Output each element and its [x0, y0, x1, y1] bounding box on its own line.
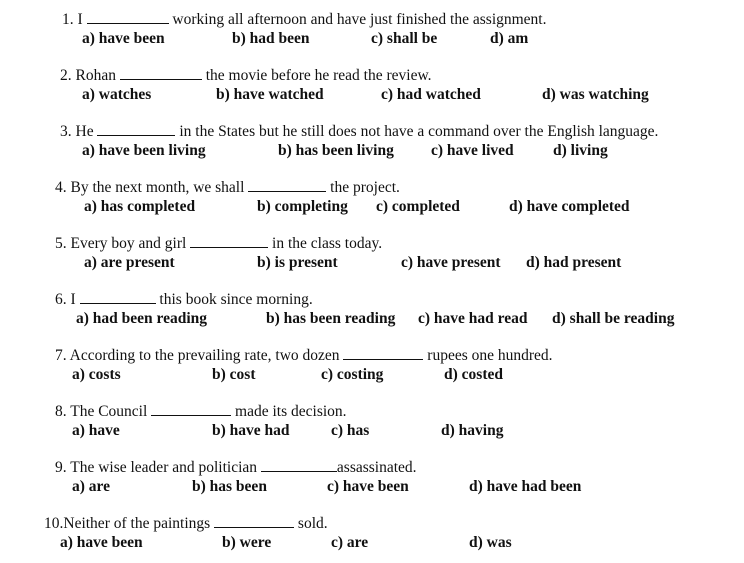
stem-after: rupees one hundred. [427, 347, 553, 364]
stem-before: According to the prevailing rate, two dozen [69, 347, 340, 364]
question-stem [44, 513, 328, 534]
stem-after: in the class today. [272, 235, 383, 252]
question-stem [55, 233, 382, 254]
option-c[interactable]: c) have present [401, 254, 501, 271]
option-d[interactable]: d) having [441, 422, 504, 439]
answer-blank[interactable] [87, 9, 169, 24]
option-d[interactable]: d) costed [444, 366, 503, 383]
stem-after: assassinated. [336, 459, 417, 476]
option-c[interactable]: c) have lived [431, 142, 514, 159]
answer-blank[interactable] [343, 345, 423, 360]
option-b[interactable]: b) has been reading [266, 310, 396, 327]
option-a[interactable]: a) had been reading [76, 310, 208, 327]
stem-before: Rohan [75, 67, 116, 84]
option-b[interactable]: b) has been [192, 478, 267, 495]
question-number: 1. [62, 11, 74, 28]
question-stem [62, 9, 547, 30]
stem-before: He [75, 123, 94, 140]
stem-after: in the States but he still does not have a command over the English language. [179, 123, 659, 140]
question-number: 8. [55, 403, 67, 420]
question-stem [55, 177, 400, 198]
stem-after: sold. [297, 515, 328, 532]
option-d[interactable]: d) living [553, 142, 608, 159]
question-5 [0, 233, 744, 279]
stem-before: Every boy and girl [70, 235, 187, 252]
question-4 [0, 177, 744, 223]
question-stem [55, 289, 313, 310]
option-a[interactable]: a) watches [82, 86, 152, 103]
option-b[interactable]: b) have had [212, 422, 290, 439]
option-a[interactable]: a) costs [72, 366, 121, 383]
question-number: 2. [60, 67, 72, 84]
question-6 [0, 289, 744, 335]
answer-blank[interactable] [214, 513, 294, 528]
question-number: 10. [44, 515, 64, 532]
answer-blank[interactable] [97, 121, 175, 136]
answer-blank[interactable] [120, 65, 202, 80]
question-3 [0, 121, 744, 167]
option-a[interactable]: a) has completed [84, 198, 196, 215]
stem-before: I [70, 291, 76, 308]
answer-blank[interactable] [248, 177, 326, 192]
option-d[interactable]: d) was [469, 534, 512, 551]
option-b[interactable]: b) completing [257, 198, 348, 215]
option-d[interactable]: d) have completed [509, 198, 630, 215]
question-2 [0, 65, 744, 111]
question-number: 7. [55, 347, 67, 364]
question-number: 4. [55, 179, 67, 196]
option-c[interactable]: c) shall be [371, 30, 438, 47]
option-c[interactable]: c) has [331, 422, 370, 439]
stem-after: this book since morning. [159, 291, 313, 308]
option-b[interactable]: b) were [222, 534, 272, 551]
question-stem [55, 457, 417, 478]
question-9 [0, 457, 744, 503]
option-a[interactable]: a) have been living [82, 142, 206, 159]
option-b[interactable]: b) have watched [216, 86, 324, 103]
question-8 [0, 401, 744, 447]
stem-after: made its decision. [235, 403, 347, 420]
stem-after: working all afternoon and have just finished the assignment. [172, 11, 547, 28]
stem-before: By the next month, we shall [70, 179, 245, 196]
question-number: 6. [55, 291, 67, 308]
question-10 [0, 513, 744, 559]
question-1 [0, 9, 744, 55]
option-a[interactable]: a) have [72, 422, 120, 439]
option-a[interactable]: a) have been [60, 534, 143, 551]
option-d[interactable]: d) had present [526, 254, 622, 271]
question-stem [55, 345, 553, 366]
option-d[interactable]: d) was watching [542, 86, 649, 103]
option-a[interactable]: a) are [72, 478, 111, 495]
question-number: 3. [60, 123, 72, 140]
option-b[interactable]: b) has been living [278, 142, 394, 159]
question-stem [55, 401, 347, 422]
option-c[interactable]: c) are [331, 534, 369, 551]
option-c[interactable]: c) completed [376, 198, 460, 215]
answer-blank[interactable] [151, 401, 231, 416]
stem-after: the project. [330, 179, 400, 196]
option-b[interactable]: b) had been [232, 30, 310, 47]
stem-before: The Council [70, 403, 148, 420]
question-stem [60, 121, 658, 142]
stem-before: Neither of the paintings [63, 515, 211, 532]
option-b[interactable]: b) cost [212, 366, 256, 383]
option-b[interactable]: b) is present [257, 254, 338, 271]
option-a[interactable]: a) have been [82, 30, 165, 47]
answer-blank[interactable] [261, 457, 337, 472]
stem-before: I [77, 11, 83, 28]
answer-blank[interactable] [190, 233, 268, 248]
question-stem [60, 65, 432, 86]
stem-before: The wise leader and politician [70, 459, 258, 476]
option-c[interactable]: c) costing [321, 366, 384, 383]
option-d[interactable]: d) shall be reading [552, 310, 675, 327]
option-c[interactable]: c) had watched [381, 86, 481, 103]
option-d[interactable]: d) have had been [469, 478, 582, 495]
option-a[interactable]: a) are present [84, 254, 175, 271]
question-number: 5. [55, 235, 67, 252]
answer-blank[interactable] [80, 289, 156, 304]
question-7 [0, 345, 744, 391]
question-number: 9. [55, 459, 67, 476]
option-d[interactable]: d) am [490, 30, 529, 47]
option-c[interactable]: c) have had read [418, 310, 528, 327]
stem-after: the movie before he read the review. [205, 67, 432, 84]
option-c[interactable]: c) have been [327, 478, 409, 495]
